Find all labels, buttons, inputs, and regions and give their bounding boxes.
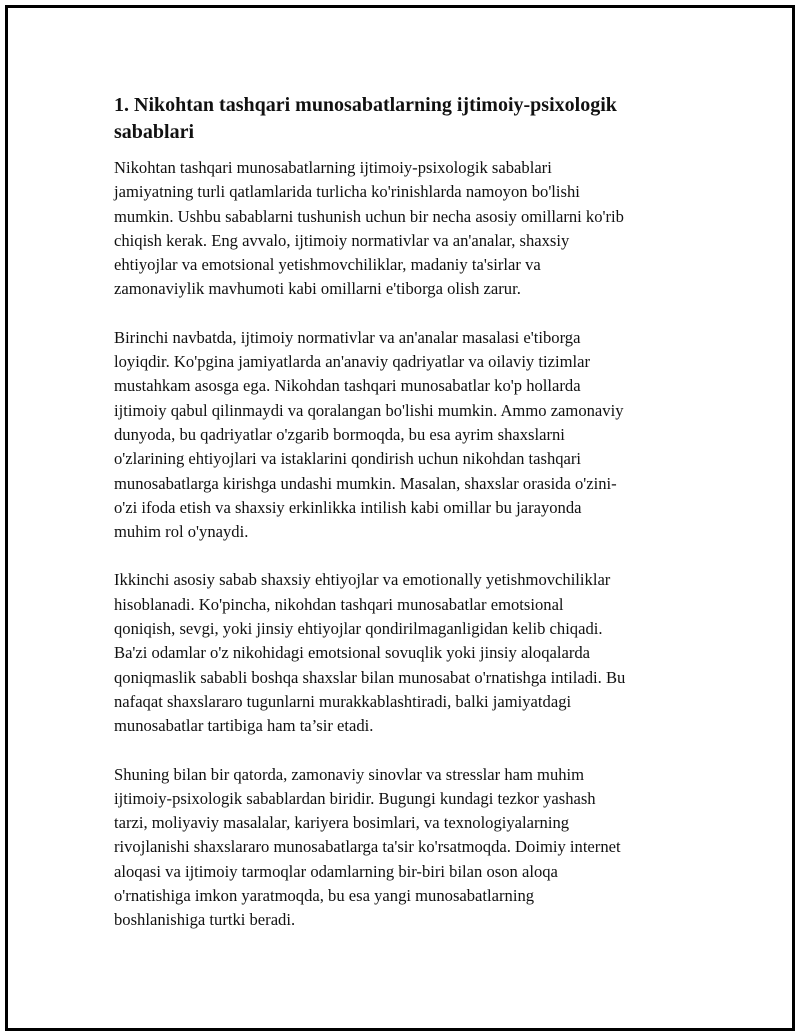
text-line: mumkin. Ushbu sabablarni tushunish uchun bir necha asosiy omillarni ko'rib <box>114 206 624 226</box>
text-line: jamiyatning turli qatlamlarida turlicha ko'rinishlarda namoyon bo'lishi <box>114 182 580 202</box>
paragraph-modern-stress <box>114 763 686 933</box>
text-line: qoniqish, sevgi, yoki jinsiy ehtiyojlar qondirilmaganligidan kelib chiqadi. <box>114 619 603 639</box>
text-line: nafaqat shaxslararo tugunlarni murakkablashtiradi, balki jamiyatdagi <box>114 691 572 711</box>
text-line: mustahkam asosga ega. Nikohdan tashqari munosabatlar ko'p hollarda <box>114 376 581 396</box>
heading-line: sabablari <box>114 121 195 143</box>
text-line: rivojlanishi shaxslararo munosabatlarga ta'sir ko'rsatmoqda. Doimiy internet <box>114 837 621 857</box>
text-line: o'zlarining ehtiyojlari va istaklarini qondirish uchun nikohdan tashqari <box>114 449 582 469</box>
paragraph-social-norms <box>114 326 686 545</box>
text-line: ehtiyojlar va emotsional yetishmovchiliklar, madaniy ta'sirlar va <box>114 255 541 275</box>
text-line: tarzi, moliyaviy masalalar, kariyera bosimlari, va texnologiyalarning <box>114 813 570 833</box>
text-line: o'rnatishiga imkon yaratmoqda, bu esa yangi munosabatlarning <box>114 886 535 906</box>
section-heading <box>114 92 686 146</box>
paragraph-intro <box>114 156 686 302</box>
text-line: munosabatlarga kirishga undashi mumkin. Masalan, shaxslar orasida o'zini- <box>114 473 617 493</box>
text-line: muhim rol o'ynaydi. <box>114 522 249 542</box>
text-line: loyiqdir. Ko'pgina jamiyatlarda an'anaviy qadriyatlar va oilaviy tizimlar <box>114 352 590 372</box>
heading-line: 1. Nikohtan tashqari munosabatlarning ijtimoiy-psixologik <box>114 94 617 116</box>
text-line: ijtimoiy qabul qilinmaydi va qoralangan bo'lishi mumkin. Ammo zamonaviy <box>114 400 624 420</box>
text-line: ijtimoiy-psixologik sabablardan biridir. Bugungi kundagi tezkor yashash <box>114 788 596 808</box>
text-line: Ikkinchi asosiy sabab shaxsiy ehtiyojlar va emotionally yetishmovchiliklar <box>114 570 611 590</box>
text-line: Birinchi navbatda, ijtimoiy normativlar va an'analar masalasi e'tiborga <box>114 327 581 347</box>
text-line: Nikohtan tashqari munosabatlarning ijtimoiy-psixologik sabablari <box>114 158 552 177</box>
text-line: Ba'zi odamlar o'z nikohidagi emotsional sovuqlik yoki jinsiy aloqalarda <box>114 643 591 663</box>
text-line: aloqasi va ijtimoiy tarmoqlar odamlarning bir-biri bilan oson aloqa <box>114 861 558 881</box>
text-line: o'zi ifoda etish va shaxsiy erkinlikka intilish kabi omillar bu jarayonda <box>114 497 582 517</box>
text-line: Shuning bilan bir qatorda, zamonaviy sinovlar va stresslar ham muhim <box>114 764 585 784</box>
document-body <box>114 92 686 957</box>
text-line: boshlanishiga turtki beradi. <box>114 910 296 930</box>
text-line: chiqish kerak. Eng avvalo, ijtimoiy normativlar va an'analar, shaxsiy <box>114 230 570 250</box>
paragraph-personal-needs <box>114 568 686 738</box>
text-line: qoniqmaslik sababli boshqa shaxslar bilan munosabat o'rnatishga intiladi. Bu <box>114 667 626 687</box>
text-line: munosabatlar tartibiga ham ta’sir etadi. <box>114 716 374 736</box>
text-line: dunyoda, bu qadriyatlar o'zgarib bormoqda, bu esa ayrim shaxslarni <box>114 424 565 444</box>
text-line: hisoblanadi. Ko'pincha, nikohdan tashqari munosabatlar emotsional <box>114 594 564 614</box>
text-line: zamonaviylik mavhumoti kabi omillarni e'tiborga olish zarur. <box>114 279 521 299</box>
